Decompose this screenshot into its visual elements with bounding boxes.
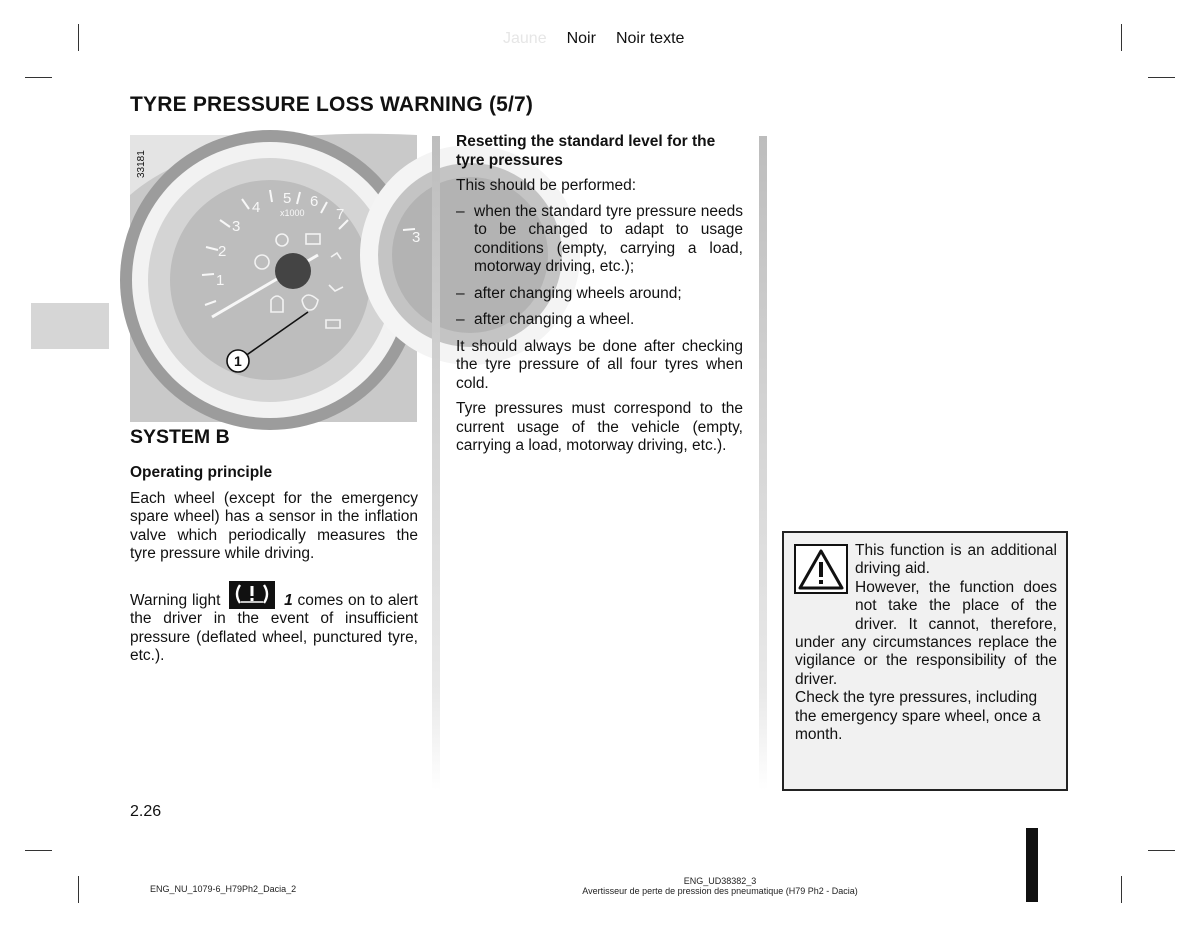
- footer-left-code: ENG_NU_1079-6_H79Ph2_Dacia_2: [150, 884, 297, 894]
- system-b-section: [130, 426, 418, 666]
- crop-mark: [78, 24, 79, 51]
- reset-intro: This should be performed:: [456, 177, 637, 194]
- warning-light-prefix: Warning light: [130, 591, 221, 609]
- section-thumb-tab: [31, 303, 109, 349]
- edge-bar: [1026, 828, 1038, 902]
- warning-spacer: [795, 542, 855, 616]
- warning-line-3: Check the tyre pressures, including the emergency spare wheel, once a month.: [795, 689, 1041, 744]
- warning-note-box: [782, 531, 1068, 791]
- list-item: – when the standard tyre pressure needs to be changed to adapt to usage conditions (empty, carrying a load, motorway driving, etc.);: [456, 202, 743, 275]
- tyre-pressure-warning-icon: [229, 581, 275, 609]
- reset-cold-paragraph: It should always be done after checking the tyre pressure of all four tyres when cold.: [456, 337, 743, 392]
- figure-ref-label: 33181: [136, 150, 147, 178]
- gauge-number: 4: [252, 199, 261, 216]
- list-item: – after changing wheels around;: [456, 284, 682, 302]
- reset-usage-paragraph: Tyre pressures must correspond to the current usage of the vehicle (empty, carrying a load, motorway driving, etc.).: [456, 400, 743, 454]
- warning-light-ref: 1: [284, 591, 293, 609]
- figure-reference-code: [131, 150, 151, 180]
- list-item-text: after changing wheels around;: [474, 284, 682, 302]
- footer-right: [560, 876, 880, 896]
- figure-callout-1: 1: [234, 353, 242, 369]
- gauge-number: 3: [412, 229, 421, 246]
- gauge-number: 3: [232, 218, 241, 235]
- column-divider: [432, 136, 440, 790]
- color-label-jaune: Jaune: [503, 30, 547, 47]
- gauge-unit: x1000: [280, 208, 305, 218]
- reset-heading: Resetting the standard level for the tyre pressures: [456, 133, 716, 169]
- system-b-heading: SYSTEM B: [130, 426, 230, 448]
- gauge-number: 6: [310, 193, 319, 210]
- crop-mark: [25, 850, 52, 851]
- warning-line-2: However, the function does not take the place of the driver. It cannot, therefore, under any circumstances replace the vigilance or the responsibility of the driver.: [795, 578, 1057, 688]
- warning-line-1: This function is an additional driving aid.: [855, 542, 1057, 578]
- page-title: TYRE PRESSURE LOSS WARNING (5/7): [130, 93, 534, 116]
- list-item-text: when the standard tyre pressure needs to be changed to adapt to usage conditions (empty, carrying a load, motorway driving, etc.);: [474, 202, 743, 275]
- color-label-noir-texte: Noir texte: [615, 30, 685, 47]
- crop-mark: [1121, 876, 1122, 903]
- warning-light-paragraph: [130, 581, 418, 666]
- column-divider: [759, 136, 767, 790]
- warning-note-text: [795, 542, 1057, 744]
- gauge-number: 2: [218, 243, 227, 260]
- operating-principle-heading: Operating principle: [130, 464, 273, 481]
- warning-light-text: comes on to alert the driver in the event of insufficient pressure (deflated wheel, punctured tyre, etc.).: [130, 591, 418, 664]
- reset-conditions-list: [456, 203, 743, 330]
- operating-principle-paragraph: Each wheel (except for the emergency spare wheel) has a sensor in the inflation valve which periodically measures the tyre pressure while driving.: [130, 489, 418, 562]
- instrument-cluster-figure: [130, 135, 421, 422]
- color-label-noir: Noir: [566, 30, 596, 47]
- footer-right-description: Avertisseur de perte de pression des pneumatique (H79 Ph2 - Dacia): [582, 886, 858, 896]
- crop-mark: [1148, 77, 1175, 78]
- crop-mark: [1148, 850, 1175, 851]
- footer-right-code: ENG_UD38382_3: [683, 876, 757, 886]
- reset-section: [456, 133, 743, 456]
- gauge-number: 1: [216, 272, 225, 289]
- list-item: – after changing a wheel.: [456, 311, 635, 328]
- gauge-number: 7: [336, 206, 345, 223]
- print-color-header: [493, 30, 713, 48]
- crop-mark: [78, 876, 79, 903]
- page-number: 2.26: [130, 803, 162, 820]
- crop-mark: [1121, 24, 1122, 51]
- crop-mark: [25, 77, 52, 78]
- list-item-text: after changing a wheel.: [474, 311, 635, 328]
- gauge-number: 5: [283, 190, 292, 207]
- dashboard-illustration: [130, 135, 421, 422]
